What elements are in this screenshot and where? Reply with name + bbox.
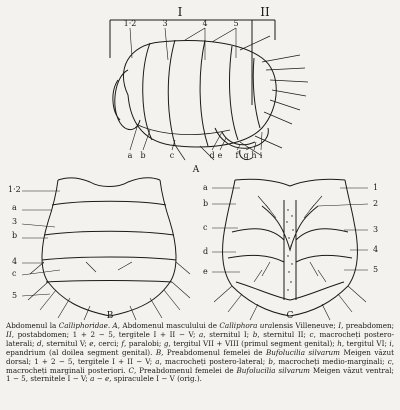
b-label-5: 5 bbox=[12, 291, 18, 300]
b-label-a: a bbox=[12, 203, 17, 212]
caption-text: , macrocheți postero-lateral; bbox=[159, 356, 269, 366]
b-label-c: c bbox=[12, 269, 17, 278]
caption-text: , Preabdomenul femelei de bbox=[161, 347, 266, 357]
caption-letter: g bbox=[163, 338, 169, 348]
panel-b-drawing bbox=[42, 178, 176, 316]
figure-caption bbox=[6, 322, 394, 384]
caption-text: , sternitul I; bbox=[203, 329, 253, 339]
caption-panel-a: A bbox=[112, 321, 118, 330]
a-top-label-4: 5 bbox=[233, 19, 239, 28]
caption-letter: b bbox=[252, 329, 258, 339]
caption-text: , sternitele I − V; bbox=[25, 374, 91, 384]
a-bottom-label-d: d bbox=[209, 151, 215, 160]
c-label-c: c bbox=[203, 223, 208, 232]
caption-text: lensis bbox=[272, 321, 293, 330]
caption-text: , tergitul VII + VIII (primul segment genital); bbox=[168, 338, 338, 348]
a-bottom-label-b: b bbox=[140, 151, 146, 160]
a-bottom-label-f: f bbox=[235, 151, 239, 160]
b-label-b: b bbox=[12, 231, 18, 240]
caption-letter: a bbox=[199, 329, 204, 339]
caption-letter: i bbox=[389, 338, 392, 348]
caption-text: , tergitele I + II − V; bbox=[72, 356, 156, 366]
caption-text: , sternitul V; bbox=[41, 338, 90, 348]
caption-letter: a − e bbox=[90, 374, 110, 384]
panel-a-letter: A bbox=[192, 165, 200, 175]
caption-species: Bufolucilia silvarum bbox=[236, 365, 310, 375]
caption-text: 1 − 5 bbox=[6, 374, 26, 384]
panel-b-leaders bbox=[22, 191, 60, 296]
caption-text: , tergitele bbox=[112, 329, 154, 339]
a-bottom-label-a: a bbox=[127, 151, 133, 160]
caption-text: , Abdomenul masculului de bbox=[117, 321, 220, 330]
caption-text: , preabdomen; bbox=[341, 321, 395, 330]
caption-title-prefix: Abdomenul la bbox=[6, 321, 59, 330]
panel-c-hairs bbox=[214, 196, 366, 320]
caption-roman: I bbox=[338, 321, 342, 330]
caption-family: Calliphoridae bbox=[58, 321, 108, 330]
b-label-4: 4 bbox=[12, 257, 18, 266]
caption-panel-c: C bbox=[128, 365, 134, 375]
caption-panel-b: B bbox=[155, 347, 162, 357]
b-label-3: 3 bbox=[12, 217, 18, 226]
c-label-a: a bbox=[203, 183, 208, 192]
roman-label-preabdomen: I bbox=[177, 5, 183, 19]
caption-text: , sternitul II; bbox=[257, 329, 310, 339]
panel-b-letter: B bbox=[106, 311, 114, 321]
panel-c-leaders bbox=[212, 188, 368, 272]
caption-text: Villeneuve; bbox=[293, 321, 339, 330]
caption-species: Bufolucilia silvarum bbox=[265, 347, 340, 357]
caption-text: , cerci; bbox=[93, 338, 122, 348]
caption-text: , paralobi; bbox=[124, 338, 164, 348]
c-label-4: 4 bbox=[373, 245, 379, 254]
caption-species: Calliphora ura bbox=[219, 321, 273, 330]
c-label-e: e bbox=[203, 267, 208, 276]
caption-letter: a bbox=[155, 356, 160, 366]
caption-text: , postabdomen; bbox=[11, 329, 73, 339]
c-label-d: d bbox=[203, 247, 209, 256]
c-label-3: 3 bbox=[373, 225, 379, 234]
a-bottom-label-c: c bbox=[169, 151, 175, 160]
caption-letter: c bbox=[387, 356, 392, 366]
c-label-2: 2 bbox=[373, 199, 379, 208]
a-bottom-label-e: e bbox=[217, 151, 223, 160]
caption-text: , macrocheți medio-marginali; bbox=[272, 356, 388, 366]
caption-text: I + II − V bbox=[153, 329, 193, 339]
caption-text: , macrocheți marginali posteriori. bbox=[6, 356, 395, 375]
c-label-5: 5 bbox=[373, 265, 379, 274]
caption-letter: d bbox=[36, 338, 42, 348]
a-top-label-2: 3 bbox=[162, 19, 168, 28]
a-top-label-3: 4 bbox=[202, 19, 208, 28]
a-bottom-label-g: g bbox=[243, 151, 249, 160]
caption-text: , epandrium (al doilea segment genital). bbox=[6, 338, 394, 357]
panel-c-letter: C bbox=[286, 311, 294, 321]
caption-roman: II bbox=[6, 329, 12, 339]
caption-text: , tergitul VI; bbox=[341, 338, 390, 348]
b-label-1-2: 1·2 bbox=[8, 185, 21, 194]
a-bottom-label-h: h bbox=[251, 151, 257, 160]
caption-letter: b bbox=[268, 356, 273, 366]
caption-letter: e bbox=[89, 338, 94, 348]
a-top-label-1: 1·2 bbox=[123, 19, 137, 28]
caption-text: Meigen văzut dorsal; bbox=[6, 347, 394, 366]
a-bottom-label-i: i bbox=[259, 151, 263, 160]
caption-letter: c bbox=[309, 329, 314, 339]
caption-text: . bbox=[107, 321, 113, 330]
caption-letter: f bbox=[121, 338, 124, 348]
caption-text: 1 + 2 − 5 bbox=[72, 329, 113, 339]
c-label-b: b bbox=[203, 199, 209, 208]
roman-label-postabdomen: II bbox=[260, 5, 270, 19]
caption-text: 1 + 2 − 5 bbox=[34, 356, 73, 366]
panel-a-leaders bbox=[130, 28, 262, 150]
caption-text: ; bbox=[192, 329, 200, 339]
caption-text: , macrocheți postero-laterali; bbox=[6, 329, 394, 348]
panel-a-drawing bbox=[110, 20, 276, 160]
caption-letter: h bbox=[337, 338, 342, 348]
panel-c-drawing bbox=[223, 179, 358, 316]
c-label-1: 1 bbox=[373, 183, 379, 192]
caption-text: Meigen văzut ventral; bbox=[309, 365, 394, 375]
caption-text: , spiraculele I − V (orig.). bbox=[109, 374, 202, 384]
caption-text: , Preabdomenul femelei de bbox=[133, 365, 237, 375]
